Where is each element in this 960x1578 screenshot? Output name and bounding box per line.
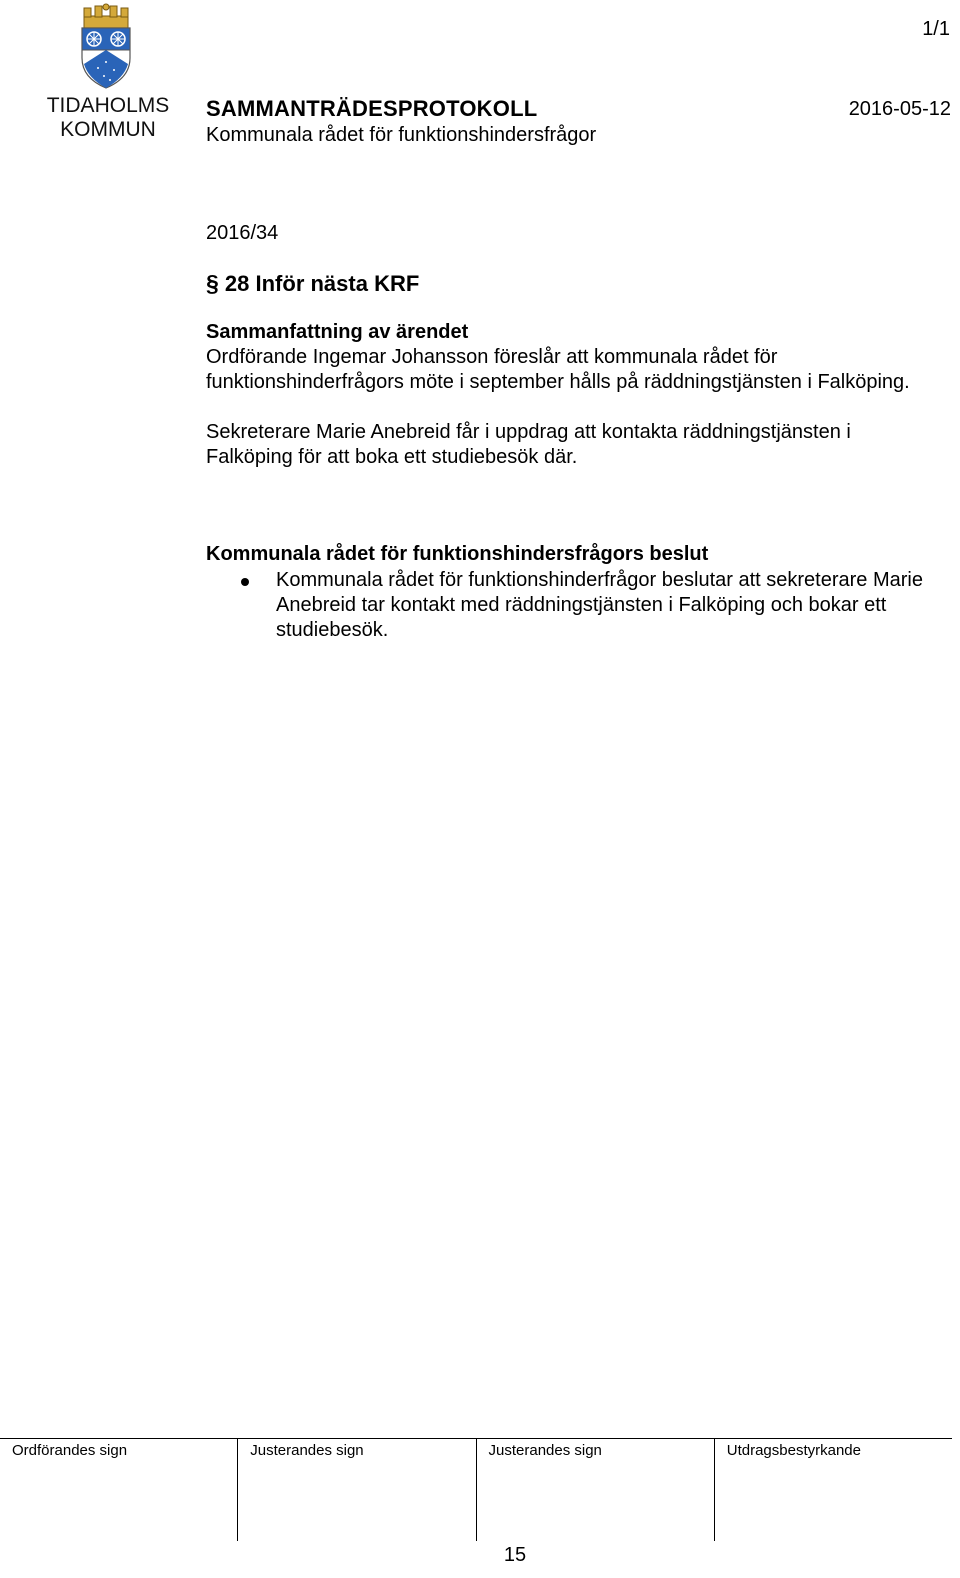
section-symbol: §	[206, 270, 219, 296]
signature-cell-adjuster-1: Justerandes sign	[237, 1439, 475, 1541]
committee-name: Kommunala rådet för funktionshindersfrågor	[206, 124, 597, 146]
coat-of-arms-logo	[76, 2, 136, 90]
summary-paragraph: Ordförande Ingemar Johansson föreslår att kommunala rådet för funktionshinderfrågors möte i september hålls på räddningstjänsten i Falköping.	[206, 346, 910, 393]
signature-cell-adjuster-2: Justerandes sign	[476, 1439, 714, 1541]
signature-cell-certification: Utdragsbestyrkande	[714, 1439, 952, 1541]
decision-item-text: Kommunala rådet för funktionshinderfrågor beslutar att sekreterare Marie Anebreid tar kontakt med räddningstjänsten i Falköping och bokar ett studiebesök.	[276, 569, 923, 641]
decision-heading: Kommunala rådet för funktionshindersfrågors beslut	[206, 543, 709, 565]
organization-name-line-1: TIDAHOLMS	[46, 94, 170, 117]
organization-name	[40, 94, 176, 142]
summary-paragraph: Sekreterare Marie Anebreid får i uppdrag att kontakta räddningstjänsten i Falköping för att boka ett studiebesök där.	[206, 421, 851, 468]
summary-heading: Sammanfattning av ärendet	[206, 321, 469, 343]
decision-list	[206, 568, 926, 643]
organization-name-line-2: KOMMUN	[60, 118, 156, 141]
bullet-icon	[241, 578, 249, 586]
summary-section	[206, 320, 926, 470]
section-title-text: 28 Inför nästa KRF	[224, 271, 420, 296]
case-number: 2016/34	[206, 222, 279, 244]
section-heading	[206, 270, 419, 297]
signature-table	[0, 1438, 952, 1541]
page-indicator: 1/1	[922, 18, 950, 40]
document-date: 2016-05-12	[848, 98, 951, 120]
document-title: SAMMANTRÄDESPROTOKOLL	[206, 96, 538, 121]
decision-item	[206, 568, 926, 643]
page-number: 15	[503, 1544, 527, 1566]
signature-cell-chair: Ordförandes sign	[12, 1442, 128, 1459]
